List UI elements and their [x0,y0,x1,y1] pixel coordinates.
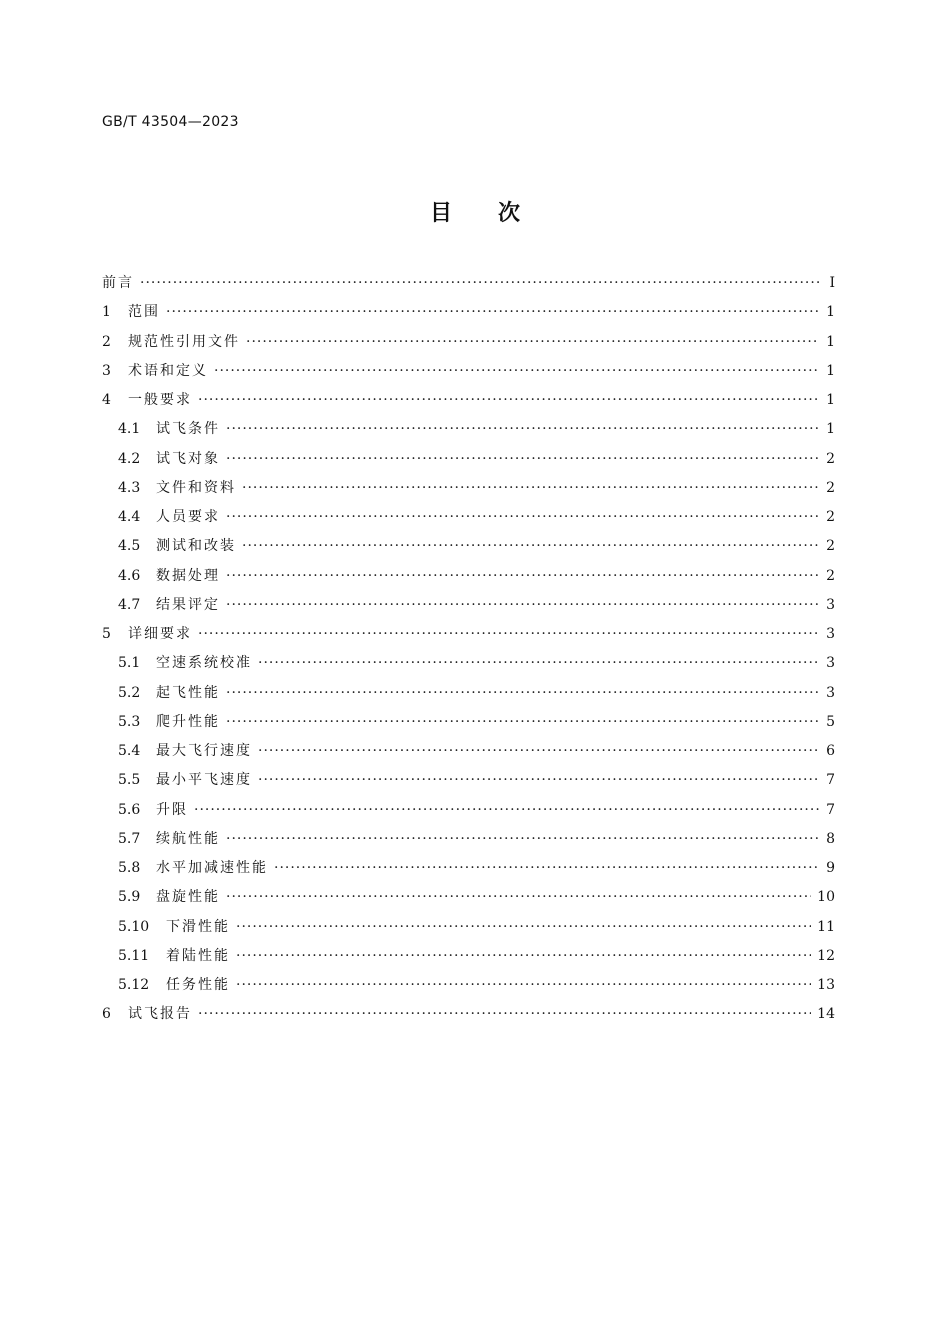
toc-entry-label: 水平加减速性能 [156,860,268,876]
table-of-contents [102,269,835,1030]
toc-entry[interactable] [102,445,835,474]
toc-entry-page: 3 [826,596,835,613]
toc-entry-page: 2 [826,450,835,467]
dot-leader [198,1000,811,1029]
toc-entry-number: 5.1 [118,655,141,672]
dot-leader [226,562,819,591]
toc-entry-number: 1 [102,304,111,321]
toc-entry[interactable] [102,620,835,649]
toc-entry-label: 空速系统校准 [156,655,252,672]
dot-leader [226,445,819,474]
toc-entry-label: 起飞性能 [156,684,220,701]
dot-leader [258,737,819,766]
toc-entry[interactable] [102,562,835,591]
toc-entry[interactable] [102,854,835,883]
toc-entry-label: 着陆性能 [166,947,230,964]
toc-entry-label: 结果评定 [156,596,220,613]
dot-leader [226,883,811,912]
toc-entry-number: 5.6 [118,801,141,818]
toc-entry-number: 5.4 [118,743,141,759]
toc-entry[interactable] [102,503,835,532]
toc-entry-label: 下滑性能 [166,918,230,935]
toc-entry-label: 测试和改装 [156,538,236,555]
toc-entry[interactable] [102,415,835,444]
dot-leader [226,503,819,532]
toc-entry-number: 4.7 [118,596,141,613]
toc-entry-number: 4 [102,392,111,408]
toc-entry-label: 试飞条件 [156,421,220,438]
toc-entry-number: 2 [102,333,111,350]
toc-entry[interactable] [102,298,835,327]
toc-entry[interactable] [102,766,835,795]
toc-entry[interactable] [102,269,835,298]
toc-entry-number: 5.5 [118,772,141,789]
toc-entry[interactable] [102,913,835,942]
toc-entry-number: 5.10 [118,918,150,935]
toc-entry-number: 4.6 [118,567,141,584]
dot-leader [198,620,819,649]
toc-entry-page: 14 [817,1006,835,1023]
toc-entry-number: 5.8 [118,860,141,876]
dot-leader [246,328,819,357]
toc-entry-number: 4.3 [118,479,141,496]
toc-entry[interactable] [102,825,835,854]
toc-entry[interactable] [102,708,835,737]
toc-entry-label: 试飞对象 [156,450,220,467]
toc-entry-page: 1 [826,362,835,379]
dot-leader [166,298,819,327]
toc-entry-page: 11 [817,918,835,935]
toc-entry-number: 5.2 [118,684,141,701]
toc-entry-page: 9 [826,860,835,876]
toc-entry-number: 5.7 [118,830,141,847]
dot-leader [198,386,819,415]
toc-entry[interactable] [102,386,835,415]
toc-entry-label: 文件和资料 [156,479,236,496]
toc-entry[interactable] [102,942,835,971]
toc-entry-number: 4.1 [118,421,141,438]
dot-leader [242,474,819,503]
toc-entry-page: 2 [826,509,835,525]
toc-entry-number: 5.9 [118,889,141,906]
toc-entry-page: 1 [826,333,835,350]
toc-entry-label: 数据处理 [156,567,220,584]
toc-entry-number: 5 [102,626,111,642]
toc-entry-page: 3 [826,684,835,701]
toc-entry-label: 详细要求 [128,626,192,642]
toc-entry-number: 4.5 [118,538,141,555]
toc-entry-page: 3 [826,655,835,672]
toc-entry-label: 范围 [128,304,160,321]
dot-leader [226,825,819,854]
toc-entry-page: 7 [826,772,835,789]
toc-entry-label: 一般要求 [128,392,192,408]
toc-entry[interactable] [102,474,835,503]
toc-entry-page: Ⅰ [829,275,835,291]
toc-entry[interactable] [102,1000,835,1029]
toc-entry-page: 1 [826,421,835,438]
dot-leader [226,591,819,620]
toc-entry-number: 4.4 [118,509,141,525]
toc-entry[interactable] [102,532,835,561]
toc-entry-label: 术语和定义 [128,362,208,379]
dot-leader [214,357,819,386]
page-title: 目次 [429,201,566,226]
toc-entry-page: 2 [826,538,835,555]
toc-entry[interactable] [102,971,835,1000]
toc-entry-label: 最小平飞速度 [156,772,252,789]
toc-entry-label: 前言 [102,275,134,291]
dot-leader [236,913,811,942]
toc-entry-page: 7 [826,801,835,818]
dot-leader [274,854,819,883]
dot-leader [258,649,819,678]
toc-entry-page: 1 [826,392,835,408]
dot-leader [236,971,811,1000]
toc-entry-number: 5.12 [118,977,150,993]
toc-entry-page: 2 [826,567,835,584]
toc-entry-number: 5.11 [118,947,150,964]
toc-entry-label: 续航性能 [156,830,220,847]
dot-leader [258,766,819,795]
toc-entry-label: 爬升性能 [156,713,220,730]
toc-entry-label: 任务性能 [166,977,230,993]
toc-entry-label: 规范性引用文件 [128,333,240,350]
toc-entry[interactable] [102,679,835,708]
toc-entry-page: 13 [817,977,835,993]
toc-entry[interactable] [102,737,835,766]
dot-leader [226,708,819,737]
toc-entry[interactable] [102,328,835,357]
toc-entry[interactable] [102,796,835,825]
toc-entry-label: 盘旋性能 [156,889,220,906]
toc-entry-page: 6 [826,743,835,759]
toc-entry-label: 升限 [156,801,188,818]
dot-leader [226,415,819,444]
toc-entry-page: 8 [826,830,835,847]
toc-entry-label: 人员要求 [156,509,220,525]
dot-leader [140,269,819,298]
toc-entry-number: 3 [102,362,111,379]
toc-entry-page: 12 [817,947,835,964]
toc-entry-page: 1 [826,304,835,321]
dot-leader [194,796,819,825]
dot-leader [226,679,819,708]
toc-entry[interactable] [102,591,835,620]
toc-entry-page: 2 [826,479,835,496]
toc-entry-label: 最大飞行速度 [156,743,252,759]
standard-code: GB/T 43504—2023 [102,114,239,130]
toc-entry-page: 10 [817,889,835,906]
toc-entry-number: 4.2 [118,450,141,467]
toc-entry-page: 3 [826,626,835,642]
dot-leader [242,532,819,561]
toc-entry[interactable] [102,357,835,386]
toc-entry-number: 6 [102,1006,111,1023]
toc-entry-number: 5.3 [118,713,141,730]
toc-entry[interactable] [102,883,835,912]
toc-entry-label: 试飞报告 [128,1006,192,1023]
toc-entry-page: 5 [826,713,835,730]
dot-leader [236,942,811,971]
toc-entry[interactable] [102,649,835,678]
